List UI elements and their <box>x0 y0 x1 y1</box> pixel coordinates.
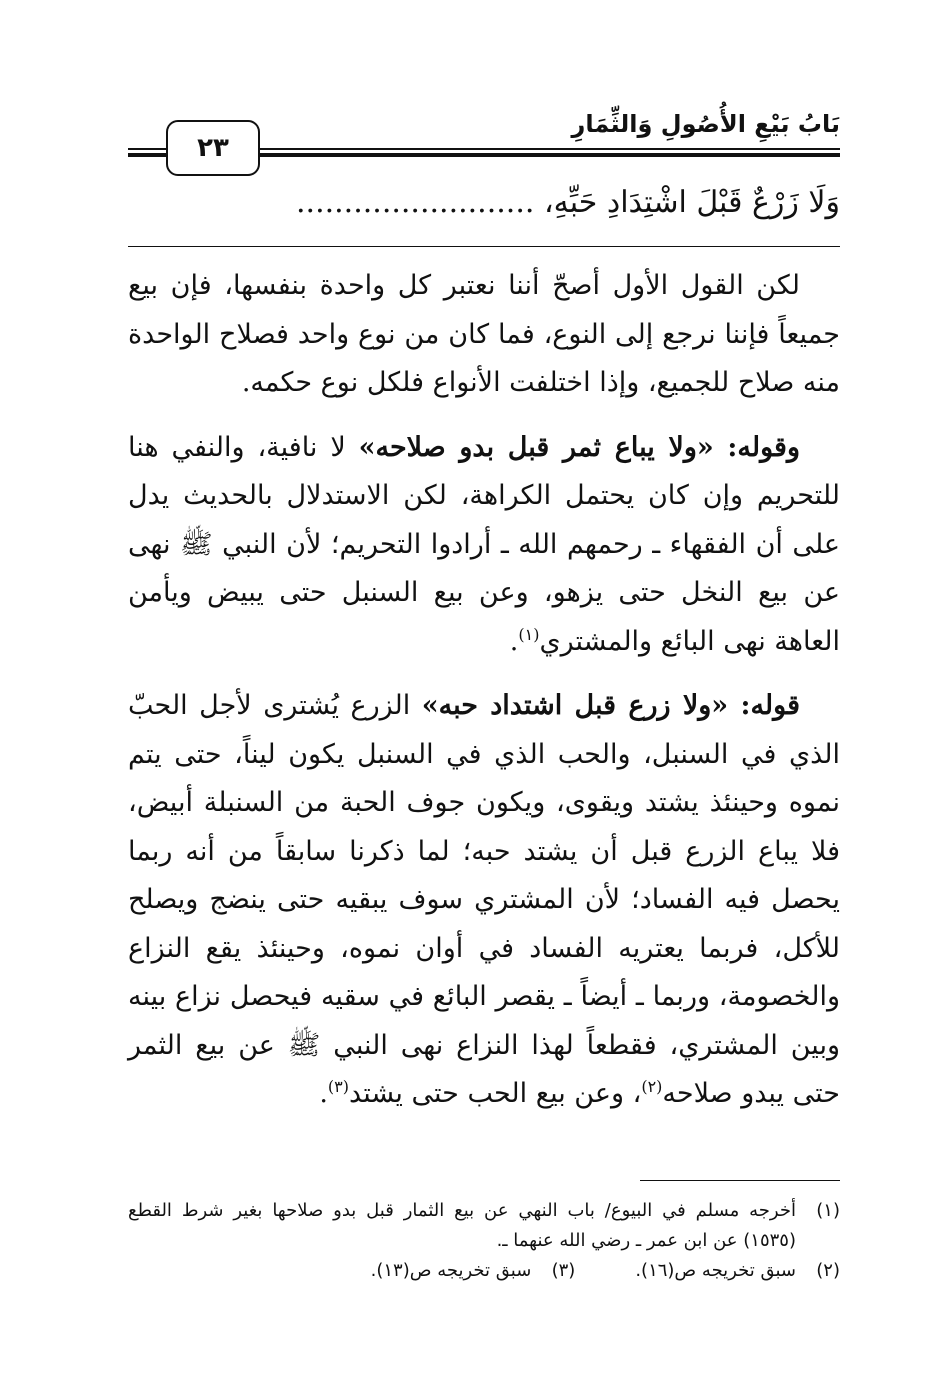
footnote-3-text: سبق تخريجه ص(١٣). <box>370 1260 532 1281</box>
footnote-2 <box>635 1256 840 1286</box>
paragraph-2-lead: وقوله: «ولا يباع ثمر قبل بدو صلاحه» <box>358 431 800 463</box>
paragraph-3-lead: قوله: «ولا زرع قبل اشتداد حبه» <box>421 690 800 721</box>
page-number: ٢٣ <box>166 120 260 176</box>
footnotes-2-3 <box>128 1256 840 1286</box>
header-rule-right <box>260 148 840 150</box>
footnote-1-text: أخرجه مسلم في البيوع/ باب النهي عن بيع الثمار قبل بدو صلاحها بغير شرط القطع (١٥٣٥) عن ابن عمر ـ رضي الله عنهما ـ. <box>128 1200 796 1251</box>
matn-line: وَلَا زَرْعٌ قَبْلَ اشْتِدَادِ حَبِّهِ، ......................... <box>296 185 840 220</box>
footnote-divider <box>640 1180 840 1181</box>
footnote-2-number: (٢) <box>816 1260 840 1281</box>
footnote-ref-3: (٣) <box>327 1077 350 1096</box>
footnote-ref-1: (١) <box>518 624 540 644</box>
footnote-3 <box>371 1256 576 1286</box>
paragraph-3-text-a: الزرع يُشترى لأجل الحبّ الذي في السنبل، والحب الذي في السنبل يكون ليناً، حتى يتم نموه وحينئذ يشتد ويقوى، ويكون جوف الحبة من السنبلة أبيض، فلا يباع الزرع قبل أن يشتد حبه؛ لما ذكرنا سابقاً من أنه ربما يحصل فيه الفساد؛ لأن المشتري سوف يبقيه حتى ينضج ويصلح للأكل، فربما يعتريه الفساد في أوان نموه، وحينئذ يقع النزاع والخصومة، وربما ـ أيضاً ـ يقصر البائع في سقيه فيحصل نزاع بينه وبين المشتري، فقطعاً لهذا النزاع نهى النبي ﷺ عن بيع الثمر حتى يبدو صلاحه <box>128 690 840 1109</box>
chapter-title: بَابُ بَيْعِ الأُصُولِ وَالثِّمَارِ <box>571 110 840 138</box>
page-header <box>128 108 840 178</box>
paragraph-1 <box>128 262 840 408</box>
footnote-2-text: سبق تخريجه ص(١٦). <box>635 1260 796 1281</box>
paragraph-1-text: لكن القول الأول أصحّ أننا نعتبر كل واحدة بنفسها، فإن بيع جميعاً فإننا نرجع إلى النوع، فما كان من نوع واحد فصلاح الواحدة منه صلاح للجميع، وإذا اختلفت الأنواع فلكل نوع حكمه. <box>128 270 840 398</box>
footnote-1-number: (١) <box>816 1200 840 1221</box>
paragraph-2-end: . <box>509 625 519 657</box>
footnote-1 <box>128 1196 840 1256</box>
footnote-ref-2: (٢) <box>641 1077 663 1096</box>
header-rule-left-2 <box>128 153 168 157</box>
header-rule-right-2 <box>260 153 840 157</box>
matn-divider <box>128 246 840 247</box>
paragraph-3-end: . <box>319 1078 328 1109</box>
footnotes <box>128 1196 840 1286</box>
paragraph-3 <box>128 682 840 1119</box>
footnote-3-number: (٣) <box>551 1260 576 1281</box>
paragraph-3-text-b: ، وعن بيع الحب حتى يشتد <box>349 1078 642 1109</box>
paragraph-2-text: لا نافية، والنفي هنا للتحريم وإن كان يحتمل الكراهة، لكن الاستدلال بالحديث يدل على أن الفقهاء ـ رحمهم الله ـ أرادوا التحريم؛ لأن النبي ﷺ نهى عن بيع النخل حتى يزهو، وعن بيع السنبل حتى يبيض ويأمن العاهة نهى البائع والمشتري <box>128 431 840 657</box>
header-rule-left <box>128 148 168 150</box>
paragraph-2 <box>128 424 840 667</box>
commentary-body <box>128 262 840 1119</box>
